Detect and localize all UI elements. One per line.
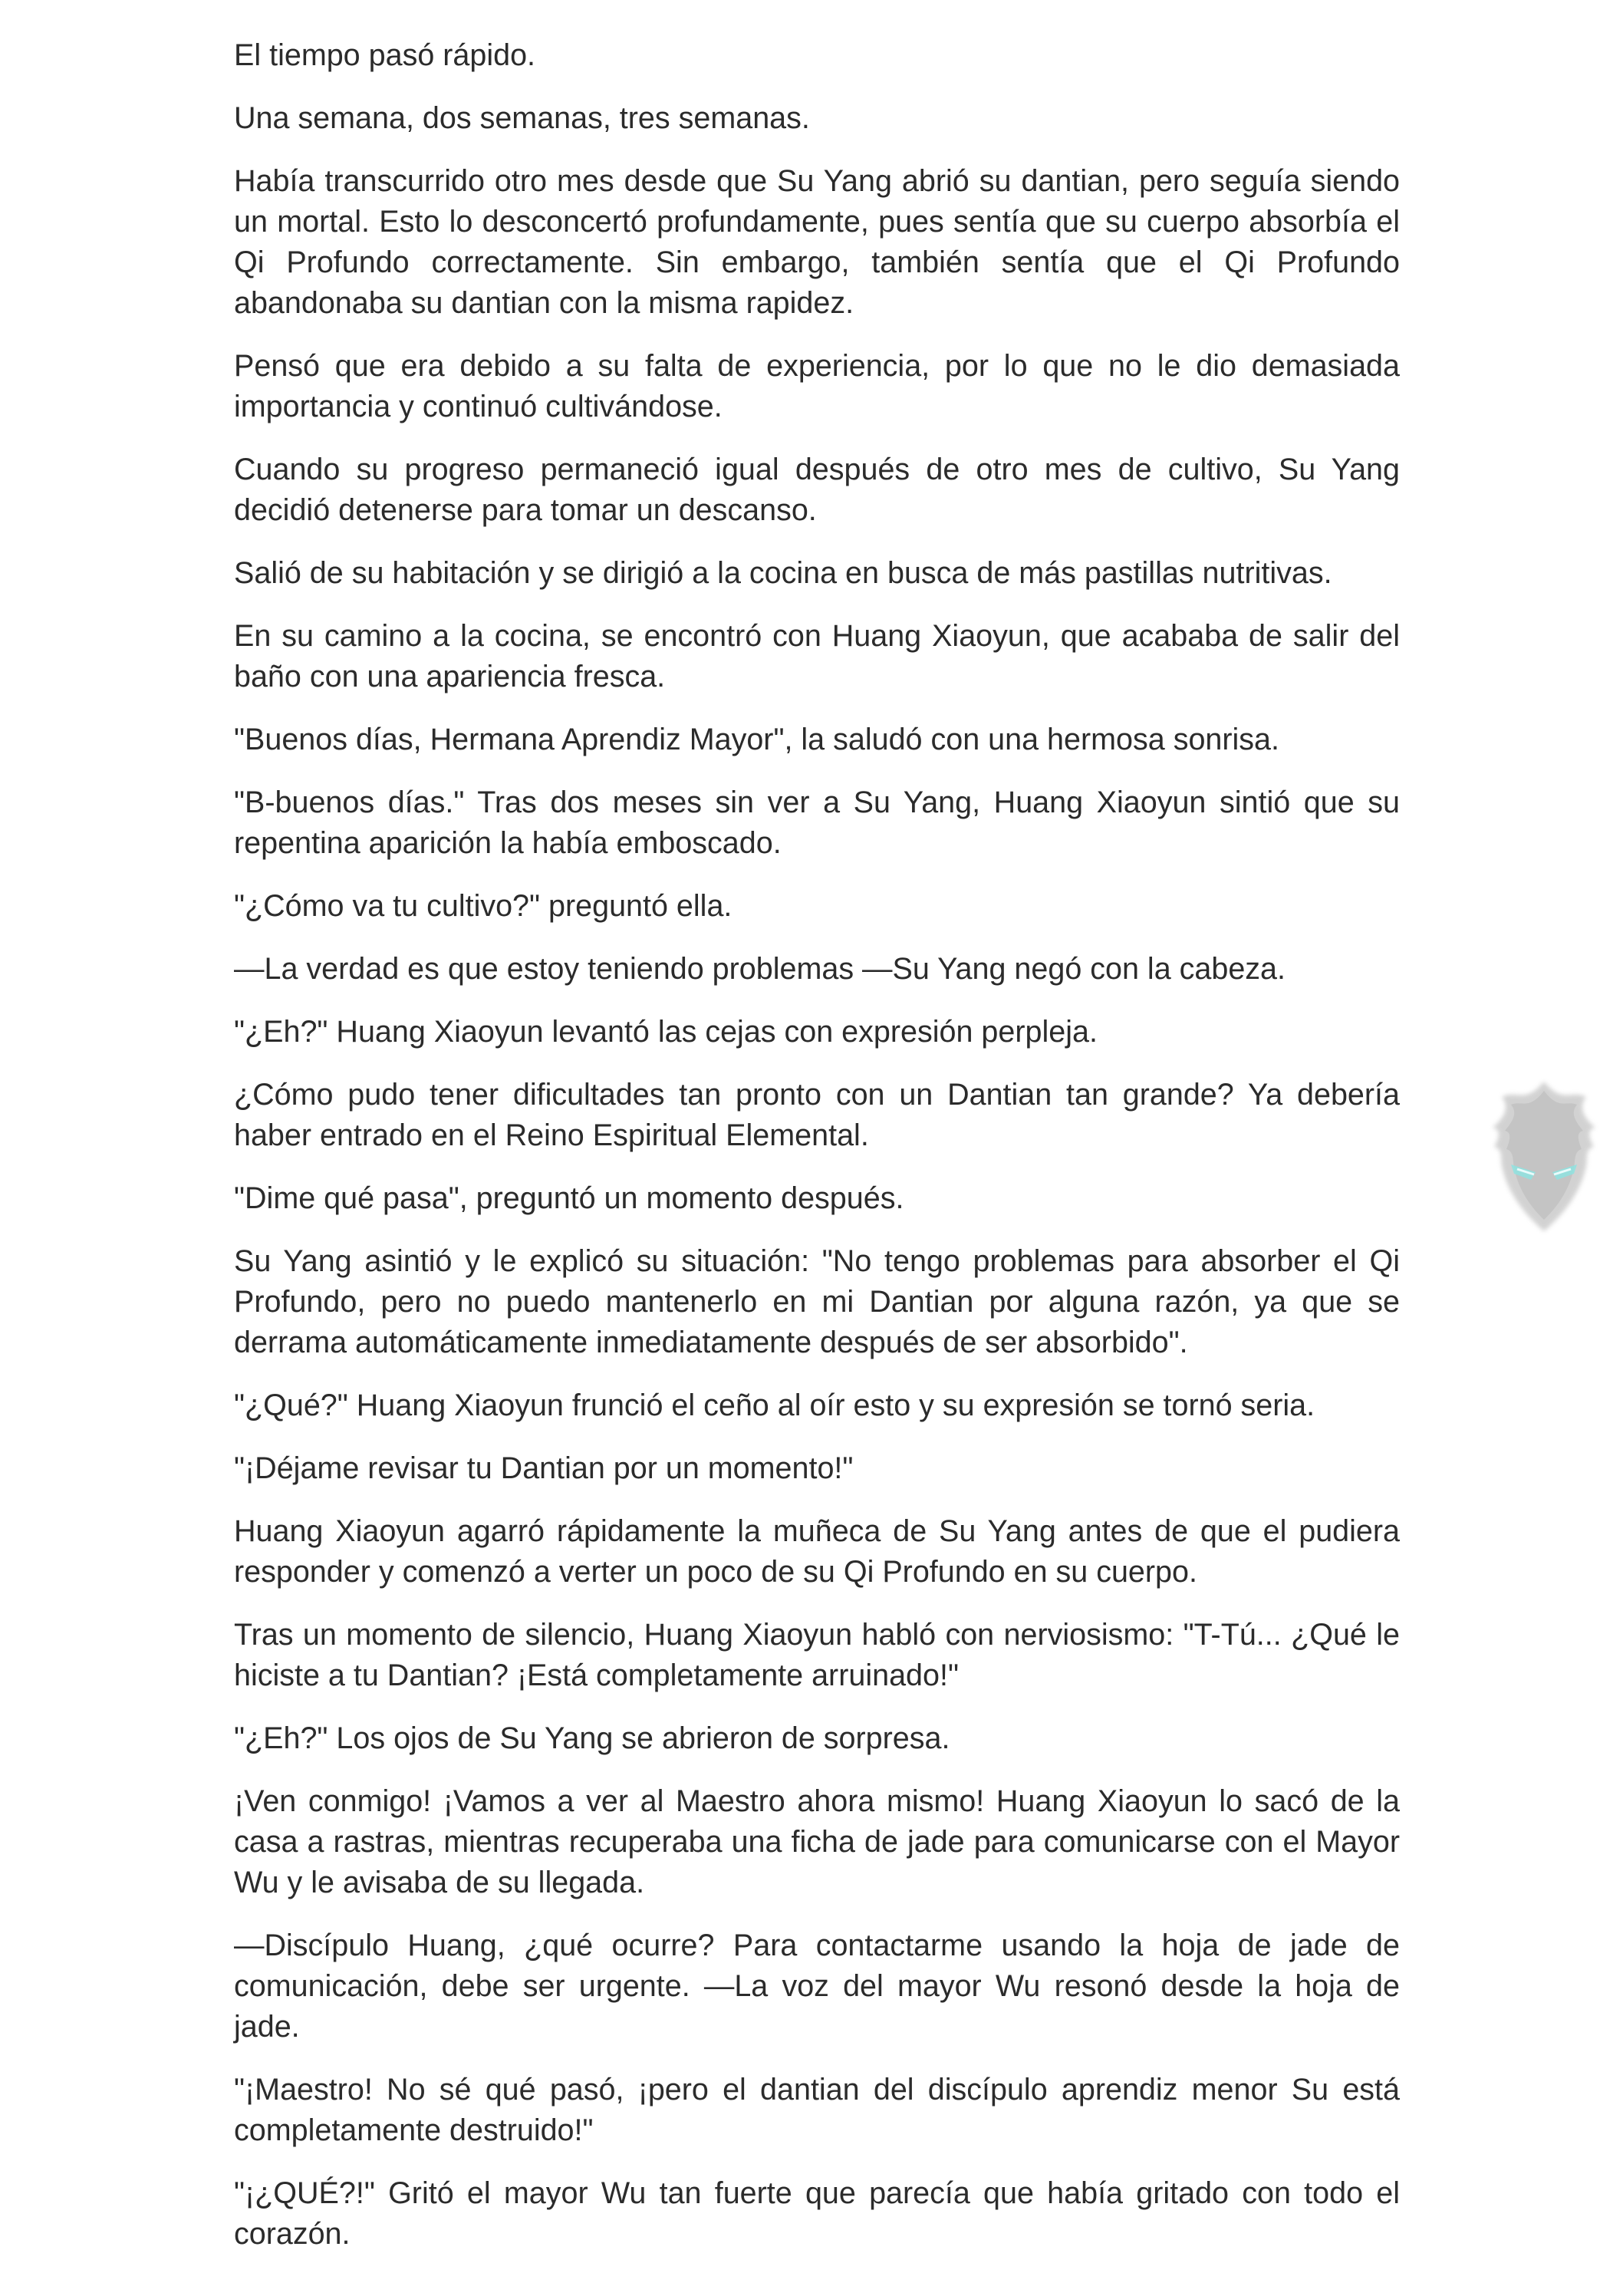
paragraph: "Dime qué pasa", preguntó un momento después. [234,1181,904,1215]
paragraph: "¿Qué?" Huang Xiaoyun frunció el ceño al oír esto y su expresión se tornó seria. [234,1388,1315,1422]
paragraph: "¿Eh?" Los ojos de Su Yang se abrieron de sorpresa. [234,1721,950,1755]
paragraph: "¡¿QUÉ?!" Gritó el mayor Wu tan fuerte que parecía que había gritado con todo el corazón. [234,2176,1400,2251]
paragraph: "¡Déjame revisar tu Dantian por un momento!" [234,1451,854,1485]
paragraph: ¡Ven conmigo! ¡Vamos a ver al Maestro ahora mismo! Huang Xiaoyun lo sacó de la casa a rastras, mientras recuperaba una ficha de jade para comunicarse con el Mayor Wu y le avisaba de su llegada. [234,1784,1400,1899]
paragraph: "¿Eh?" Huang Xiaoyun levantó las cejas con expresión perpleja. [234,1015,1098,1049]
paragraph: Pensó que era debido a su falta de experiencia, por lo que no le dio demasiada importancia y continuó cultivándose. [234,349,1400,423]
paragraph: Salió de su habitación y se dirigió a la cocina en busca de más pastillas nutritivas. [234,556,1332,590]
paragraph: Tras un momento de silencio, Huang Xiaoyun habló con nerviosismo: "T-Tú... ¿Qué le hiciste a tu Dantian? ¡Está completamente arruinado!" [234,1618,1400,1692]
paragraph: —La verdad es que estoy teniendo problemas —Su Yang negó con la cabeza. [234,952,1286,986]
paragraph: "¡Maestro! No sé qué pasó, ¡pero el dantian del discípulo aprendiz menor Su está completamente destruido!" [234,2073,1400,2147]
paragraph: —Discípulo Huang, ¿qué ocurre? Para contactarme usando la hoja de jade de comunicación, debe ser urgente. —La voz del mayor Wu resonó desde la hoja de jade. [234,1929,1400,2044]
paragraph: Huang Xiaoyun agarró rápidamente la muñeca de Su Yang antes de que el pudiera responder y comenzó a verter un poco de su Qi Profundo en su cuerpo. [234,1514,1400,1589]
paragraph: "¿Cómo va tu cultivo?" preguntó ella. [234,889,732,923]
document-body [234,35,1400,2277]
paragraph: ¿Cómo pudo tener dificultades tan pronto con un Dantian tan grande? Ya debería haber entrado en el Reino Espiritual Elemental. [234,1078,1400,1152]
paragraph: El tiempo pasó rápido. [234,38,536,72]
paragraph: Su Yang asintió y le explicó su situación: "No tengo problemas para absorber el Qi Profundo, pero no puedo mantenerlo en mi Dantian por alguna razón, ya que se derrama automáticamente inmediatamente después de ser absorbido". [234,1244,1400,1359]
demon-head-icon [1471,1074,1617,1243]
paragraph: Había transcurrido otro mes desde que Su Yang abrió su dantian, pero seguía siendo un mortal. Esto lo desconcertó profundamente, pues sentía que su cuerpo absorbía el Qi Profundo correctamente. Sin embargo, también sentía que el Qi Profundo abandonaba su dantian con la misma rapidez. [234,164,1400,320]
paragraph: "Buenos días, Hermana Aprendiz Mayor", la saludó con una hermosa sonrisa. [234,723,1280,756]
paragraph: En su camino a la cocina, se encontró con Huang Xiaoyun, que acababa de salir del baño con una apariencia fresca. [234,619,1400,693]
paragraph: "B-buenos días." Tras dos meses sin ver a Su Yang, Huang Xiaoyun sintió que su repentina aparición la había emboscado. [234,786,1400,860]
paragraph: Una semana, dos semanas, tres semanas. [234,101,810,135]
paragraph: Cuando su progreso permaneció igual después de otro mes de cultivo, Su Yang decidió detenerse para tomar un descanso. [234,453,1400,527]
